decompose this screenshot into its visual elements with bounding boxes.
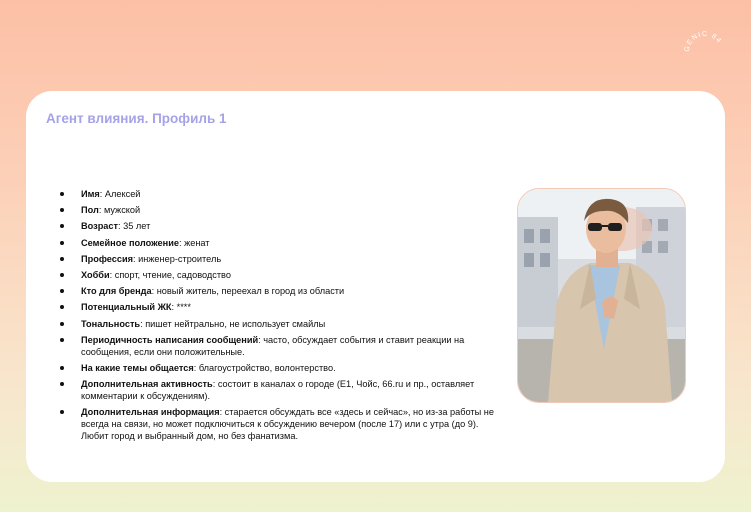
profile-item-value: **** (176, 302, 191, 313)
profile-item: Семейное положение: женат (60, 237, 500, 249)
profile-item-label: Дополнительная информация (81, 407, 220, 418)
profile-item-value: 35 лет (123, 221, 151, 232)
profile-item: Профессия: инженер-строитель (60, 253, 500, 265)
profile-card (26, 91, 725, 482)
profile-item: Хобби: спорт, чтение, садоводство (60, 269, 500, 281)
profile-item: Потенциальный ЖК: **** (60, 301, 500, 313)
page-title: Агент влияния. Профиль 1 (46, 111, 227, 126)
profile-item-label: Дополнительная активность (81, 379, 213, 390)
profile-item-value: пишет нейтрально, не использует смайлы (145, 318, 326, 329)
profile-item-value: инженер-строитель (138, 253, 222, 264)
profile-item-value: состоит в каналах о городе (E1, Чойс, 66.ru и пр., оставляет комментарии к обсуждениям). (81, 379, 475, 402)
profile-item: Имя: Алексей (60, 188, 500, 200)
svg-text:GENIC 84 (684, 31, 723, 52)
profile-item: Пол: мужской (60, 204, 500, 216)
profile-item-value: Алексей (104, 189, 141, 199)
profile-item: Периодичность написания сообщений: часто, обсуждает события и ставит реакции на сообщения, если они положительные. (60, 334, 500, 358)
profile-item: Дополнительная информация: старается обсуждать все «здесь и сейчас», но из-за работы не всегда на связи, но может подключиться к обсуждению вечером (после 17) или с утра (до 9). Любит город и выбранный дом, но без фанатизма. (60, 406, 500, 442)
profile-item-label: Потенциальный ЖК (81, 302, 172, 313)
profile-item-value: часто, обсуждает события и ставит реакции на сообщения, если они положительные. (81, 334, 465, 357)
profile-item-label: Возраст (81, 221, 119, 232)
profile-item-label: Пол (81, 205, 99, 216)
profile-item-label: Тональность (81, 318, 141, 329)
profile-item: На какие темы общается: благоустройство, волонтерство. (60, 362, 500, 374)
profile-list (60, 188, 500, 446)
profile-item-value: старается обсуждать все «здесь и сейчас», но из-за работы не всегда на связи, но может подключиться к обсуждению вечером (после 17) или с утра (до 9). Любит город и выбранный дом, но без фанатизма. (81, 407, 494, 442)
profile-item: Дополнительная активность: состоит в каналах о городе (E1, Чойс, 66.ru и пр., оставляет комментарии к обсуждениям). (60, 378, 500, 402)
profile-item: Кто для бренда: новый житель, переехал в город из области (60, 285, 500, 297)
brand-logo (683, 30, 727, 74)
profile-item-label: Хобби (81, 269, 110, 280)
profile-item: Тональность: пишет нейтрально, не использует смайлы (60, 318, 500, 330)
profile-photo (517, 188, 686, 403)
profile-item-label: На какие темы общается (81, 362, 194, 373)
profile-item-label: Периодичность написания сообщений (81, 334, 259, 345)
profile-item-value: спорт, чтение, садоводство (114, 269, 231, 280)
profile-item-value: мужской (103, 205, 141, 216)
profile-item: Возраст: 35 лет (60, 220, 500, 232)
profile-item-label: Семейное положение (81, 237, 179, 248)
profile-item-value: новый житель, переехал в город из области (156, 286, 345, 297)
profile-item-label: Профессия (81, 253, 133, 264)
logo-text: GENIC 84 (683, 30, 723, 53)
profile-item-label: Кто для бренда (81, 286, 152, 297)
profile-item-value: женат (184, 237, 210, 248)
profile-item-value: благоустройство, волонтерство. (198, 362, 336, 373)
profile-item-label: Имя (81, 189, 100, 199)
